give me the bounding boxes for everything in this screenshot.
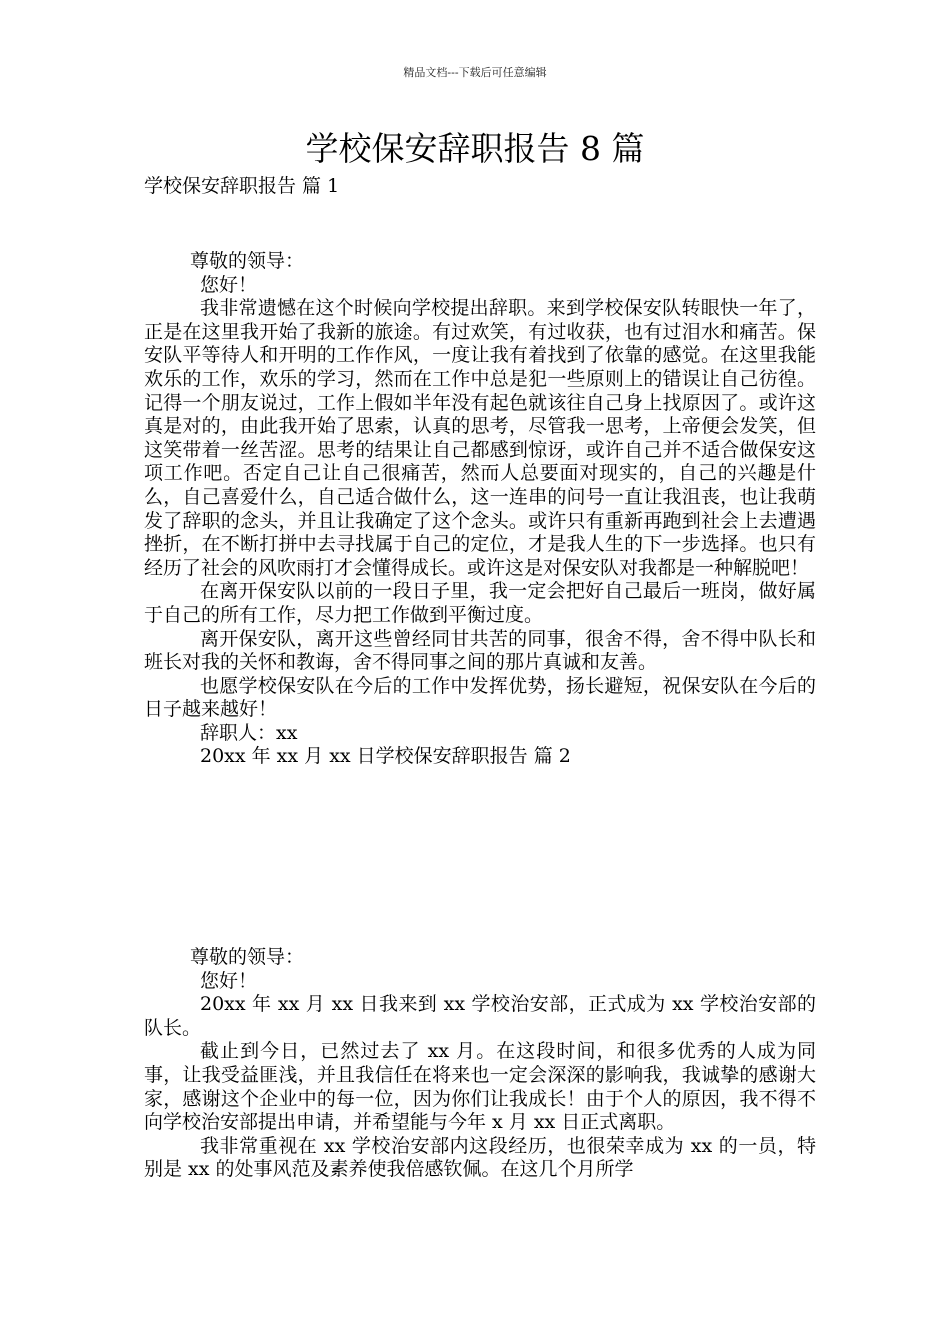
page-header-note: 精品文档---下载后可任意编辑 <box>403 66 547 79</box>
letter-1-date-and-section-heading-2: 20xx 年 xx 月 xx 日学校保安辞职报告 篇 2 <box>200 745 571 768</box>
section-heading-1: 学校保安辞职报告 篇 1 <box>144 175 340 197</box>
letter-1-paragraph-1: 我非常遗憾在这个时候向学校提出辞职。来到学校保安队转眼快一年了，正是在这里我开始了我新的旅途。有过欢笑，有过收获，也有过泪水和痛苦。保安队平等待人和开明的工作作风，一度让我有着找到了依靠的感觉。在这里我能欢乐的工作，欢乐的学习，然而在工作中总是犯一些原则上的错误让自己彷徨。记得一个朋友说过，工作上假如半年没有起色就该往自己身上找原因了。或许这真是对的，由此我开始了思索，认真的思考，尽管我一思考，上帝便会发笑，但这笑带着一丝苦涩。思考的结果让自己都感到惊讶，或许自己并不适合做保安这项工作吧。否定自己让自己很痛苦，然而人总要面对现实的，自己的兴趣是什么，自己喜爱什么，自己适合做什么，这一连串的问号一直让我沮丧，也让我萌发了辞职的念头，并且让我确定了这个念头。或许只有重新再跑到社会上去遭遇挫折，在不断打拼中去寻找属于自己的定位，才是我人生的下一步选择。也只有经历了社会的风吹雨打才会懂得成长。或许这是对保安队对我都是一种解脱吧！ <box>144 297 816 579</box>
letter-2-paragraph-3: 我非常重视在 xx 学校治安部内这段经历，也很荣幸成为 xx 的一员，特别是 xx 的处事风范及素养使我倍感钦佩。在这几个月所学 <box>144 1134 816 1181</box>
document-title: 学校保安辞职报告 8 篇 <box>305 129 645 168</box>
letter-1-salutation: 尊敬的领导： <box>190 250 305 272</box>
letter-2-salutation: 尊敬的领导： <box>190 946 305 968</box>
letter-1-paragraph-3: 离开保安队，离开这些曾经同甘共苦的同事，很舍不得，舍不得中队长和班长对我的关怀和教诲，舍不得同事之间的那片真诚和友善。 <box>144 627 816 674</box>
letter-2-paragraph-2: 截止到今日，已然过去了 xx 月。在这段时间，和很多优秀的人成为同事，让我受益匪浅，并且我信任在将来也一定会深深的影响我，我诚挚的感谢大家，感谢这个企业中的每一位，因为你们让我成长！由于个人的原因，我不得不向学校治安部提出申请，并希望能与今年 x 月 xx 日正式离职。 <box>144 1040 816 1134</box>
letter-2-body <box>144 946 816 1182</box>
letter-1-greeting: 您好！ <box>200 273 258 296</box>
letter-2-paragraph-1: 20xx 年 xx 月 xx 日我来到 xx 学校治安部，正式成为 xx 学校治安部的队长。 <box>144 993 816 1039</box>
letter-1-paragraph-2: 在离开保安队以前的一段日子里，我一定会把好自己最后一班岗，做好属于自己的所有工作，尽力把工作做到平衡过度。 <box>144 580 816 626</box>
letter-1-paragraph-4: 也愿学校保安队在今后的工作中发挥优势，扬长避短，祝保安队在今后的日子越来越好！ <box>144 674 816 721</box>
letter-1-signature: 辞职人：xx <box>200 721 298 744</box>
letter-2-greeting: 您好！ <box>200 969 258 992</box>
letter-1-body <box>144 250 816 769</box>
